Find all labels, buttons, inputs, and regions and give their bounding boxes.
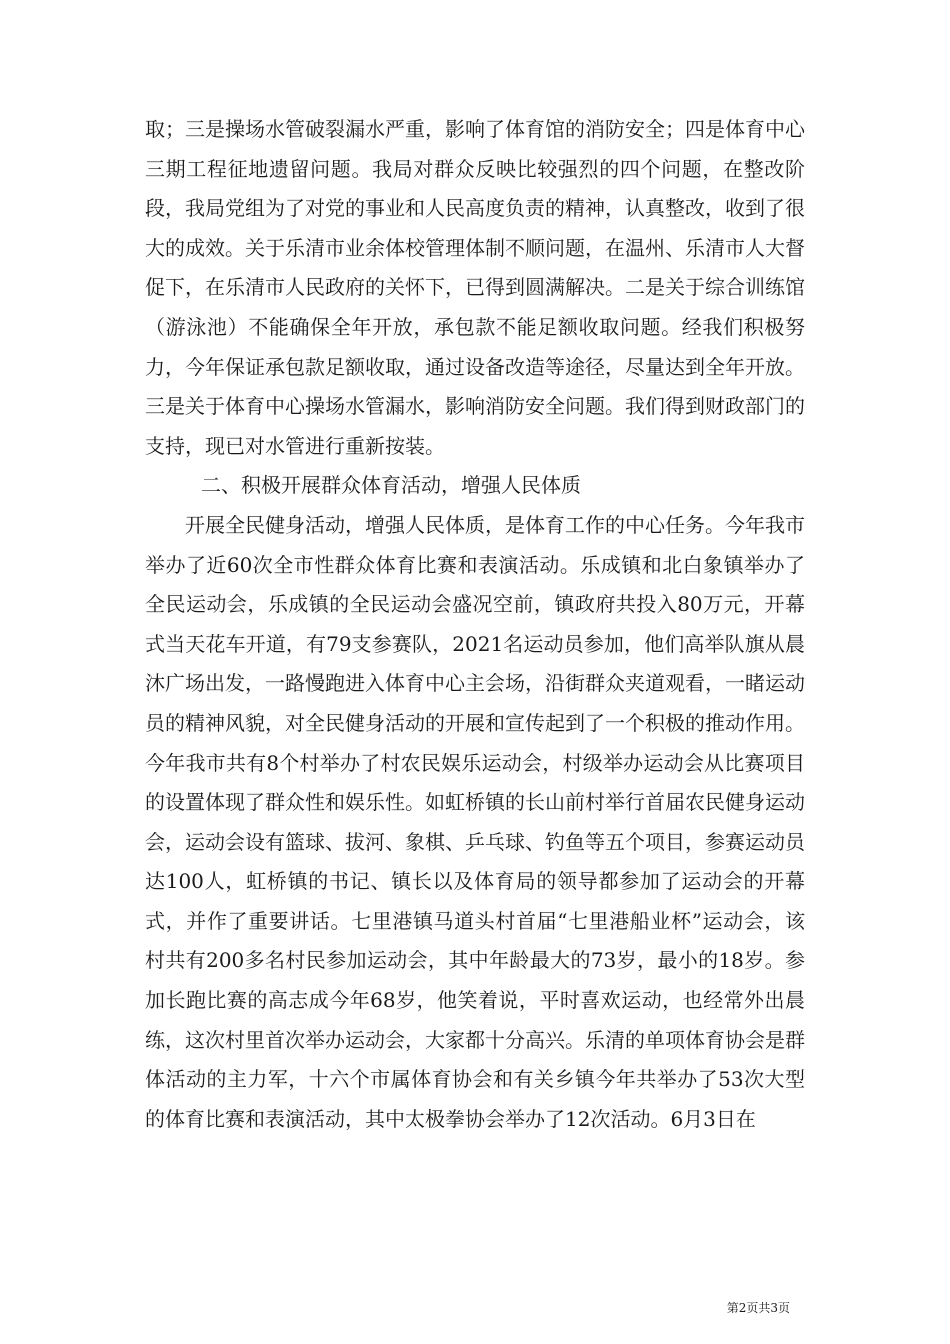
page-number: 第2页共3页 <box>726 1301 790 1315</box>
document-body <box>145 110 805 1139</box>
paragraph-continuation: 取；三是操场水管破裂漏水严重，影响了体育馆的消防安全；四是体育中心三期工程征地遗留问题。我局对群众反映比较强烈的四个问题，在整改阶段，我局党组为了对党的事业和人民高度负责的精神，认真整改，收到了很大的成效。关于乐清市业余体校管理体制不顺问题，在温州、乐清市人大督促下，在乐清市人民政府的关怀下，已得到圆满解决。二是关于综合训练馆（游泳池）不能确保全年开放，承包款不能足额收取问题。经我们积极努力，今年保证承包款足额收取，通过设备改造等途径，尽量达到全年开放。三是关于体育中心操场水管漏水，影响消防安全问题。我们得到财政部门的支持，现已对水管进行重新按装。 <box>145 117 805 458</box>
paragraph-fitness-activities: 开展全民健身活动，增强人民体质，是体育工作的中心任务。今年我市举办了近60次全市性群众体育比赛和表演活动。乐成镇和北白象镇举办了全民运动会，乐成镇的全民运动会盛况空前，镇政府共投入80万元，开幕式当天花车开道，有79支参赛队，2021名运动员参加，他们高举队旗从晨沐广场出发，一路慢跑进入体育中心主会场，沿街群众夹道观看，一睹运动员的精神风貌，对全民健身活动的开展和宣传起到了一个积极的推动作用。今年我市共有8个村举办了村农民娱乐运动会，村级举办运动会从比赛项目的设置体现了群众性和娱乐性。如虹桥镇的长山前村举行首届农民健身运动会，运动会设有篮球、拔河、象棋、乒乓球、钓鱼等五个项目，参赛运动员达100人，虹桥镇的书记、镇长以及体育局的领导都参加了运动会的开幕式，并作了重要讲话。七里港镇马道头村首届“七里港船业杯”运动会，该村共有200多名村民参加运动会，其中年龄最大的73岁，最小的18岁。参加长跑比赛的高志成今年68岁，他笑着说，平时喜欢运动，也经常外出晨练，这次村里首次举办运动会，大家都十分高兴。乐清的单项体育协会是群体活动的主力军，十六个市属体育协会和有关乡镇今年共举办了53次大型的体育比赛和表演活动，其中太极拳协会举办了12次活动。6月3日在 <box>145 512 805 1131</box>
section-heading: 二、积极开展群众体育活动，增强人民体质 <box>201 473 581 498</box>
